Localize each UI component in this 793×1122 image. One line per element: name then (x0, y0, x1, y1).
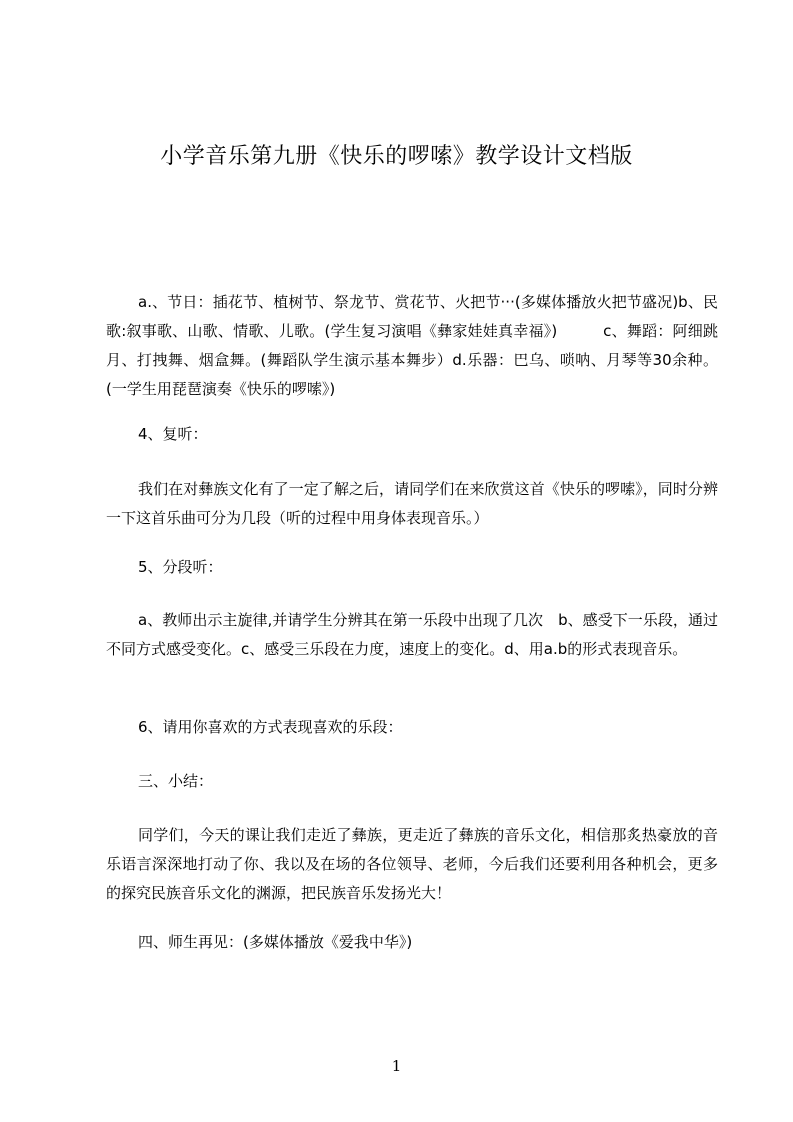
paragraph-summary: 同学们，今天的课让我们走近了彝族，更走近了彝族的音乐文化，相信那炙热豪放的音乐语言深深地打动了你、我以及在场的各位领导、老师，今后我们还要利用各种机会，更多的探究民族音乐文化的渊源，把民族音乐发扬光大！ (106, 826, 718, 902)
heading-summary: 三、小结： (138, 772, 214, 790)
heading-express-favorite: 6、请用你喜欢的方式表现喜欢的乐段： (138, 718, 403, 736)
heading-farewell: 四、师生再见：(多媒体播放《爱我中华》) (138, 933, 413, 951)
document-title: 小学音乐第九册《快乐的啰嗦》教学设计文档版 (160, 144, 633, 169)
paragraph-relisten: 我们在对彝族文化有了一定了解之后，请同学们在来欣赏这首《快乐的啰嗦》，同时分辨一下这首乐曲可分为几段（听的过程中用身体表现音乐。） (106, 480, 718, 527)
paragraph-section-listening: a、教师出示主旋律,并请学生分辨其在第一乐段中出现了几次 b、感受下一乐段，通过不同方式感受变化。c、感受三乐段在力度，速度上的变化。d、用a.b的形式表现音乐。 (106, 611, 718, 658)
heading-relisten: 4、复听： (138, 425, 208, 443)
paragraph-festivals-songs-dances: a.、节日：插花节、植树节、祭龙节、赏花节、火把节···(多媒体播放火把节盛况)b、民歌:叙事歌、山歌、情歌、儿歌。(学生复习演唱《彝家娃娃真幸福》) c、舞蹈：阿细跳月、打拽舞、烟盒舞。(舞蹈队学生演示基本舞步）d.乐器：巴乌、唢呐、月琴等30余种。(一学生用琵琶演奏《快乐的啰嗦》) (106, 293, 718, 398)
heading-section-listening: 5、分段听： (138, 558, 223, 576)
page-number: 1 (391, 1057, 402, 1075)
